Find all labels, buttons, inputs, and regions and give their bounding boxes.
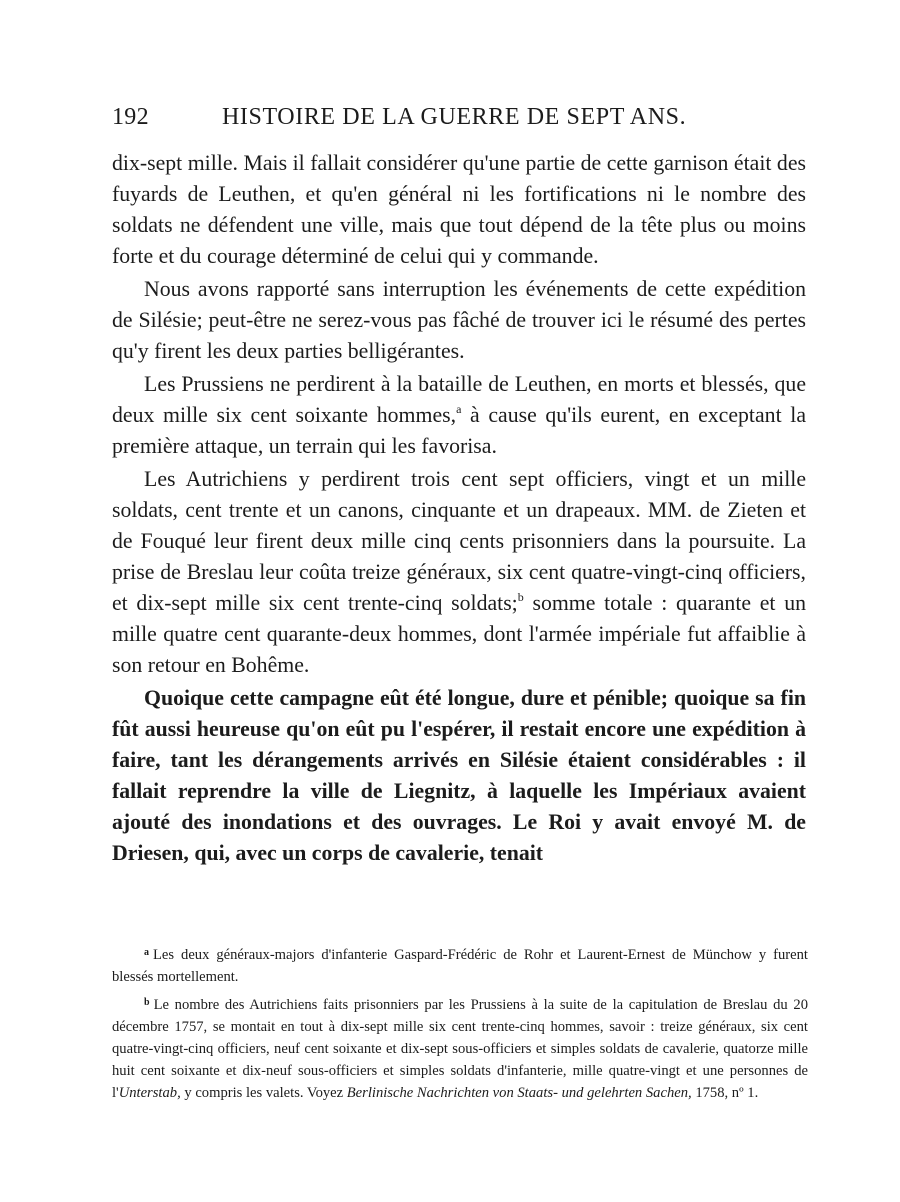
footnote-a (112, 942, 808, 988)
footnote-b-unterstab: Unterstab, (118, 1085, 181, 1101)
paragraph-4-text-b: somme totale : quarante et un mille quatre cent quarante-deux hommes, dont l'armée impériale fut affaiblie à son retour en Bohême. (112, 591, 806, 677)
running-header (112, 104, 804, 136)
paragraph-4 (112, 464, 806, 681)
paragraph-2: Nous avons rapporté sans interruption les événements de cette expédition de Silésie; peut-être ne serez-vous pas fâché de trouver ici le résumé des pertes qu'y firent les deux parties belligérantes. (112, 277, 806, 363)
footnote-b-source: Berlinische Nachrichten von Staats- und gelehrten Sachen, (346, 1085, 692, 1101)
page-number: 192 (112, 104, 149, 130)
footnote-a-text: Les deux généraux-majors d'infanterie Gaspard-Frédéric de Rohr et Laurent-Ernest de Münchow y furent blessés mortellement. (112, 947, 808, 985)
paragraph-1: dix-sept mille. Mais il fallait considérer qu'une partie de cette garnison était des fuyards de Leuthen, et qu'en général ni les fortifications ni le nombre des soldats ne défendent une ville, mais que tout dépend de la tête plus ou moins forte et du courage déterminé de celui qui y commande. (112, 151, 806, 268)
footnote-b-marker: b (144, 997, 150, 1008)
paragraph-3 (112, 369, 806, 462)
footnote-b (112, 992, 808, 1104)
footnotes (112, 942, 808, 1108)
footnote-b-text-1: Le nombre des Autrichiens faits prisonniers par les Prussiens à la suite de la capitulation de Breslau du 20 décembre 1757, se montait en tout à dix-sept mille six cent trente-cinq hommes, savoir : treize généraux, six cent quatre-vingt-cinq officiers, neuf cent soixante et dix-sept sous-officiers et simples soldats de cavalerie, quatorze mille huit cent soixante et dix-neuf sous-officiers et simples soldats d'infanterie, mille quatre-vingt et une personnes de l' (112, 997, 808, 1101)
footnote-ref-a: a (456, 402, 462, 416)
footnote-a-marker: a (144, 947, 149, 958)
paragraph-3-text-a: Les Prussiens ne perdirent à la bataille de Leuthen, en morts et blessés, que deux mille six cent soixante hommes, (112, 372, 806, 427)
running-title: HISTOIRE DE LA GUERRE DE SEPT ANS. (222, 104, 687, 130)
main-text (112, 148, 806, 869)
paragraph-3-text-b: à cause qu'ils eurent, en exceptant la première attaque, un terrain qui les favorisa. (112, 403, 806, 458)
footnote-b-text-3: 1758, nº 1. (691, 1085, 759, 1101)
paragraph-5: Quoique cette campagne eût été longue, dure et pénible; quoique sa fin fût aussi heureuse qu'on eût pu l'espérer, il restait encore une expédition à faire, tant les dérangements arrivés en Silésie étaient considérables : il fallait reprendre la ville de Liegnitz, à laquelle les Impériaux avaient ajouté des inondations et des ouvrages. Le Roi y avait envoyé M. de Driesen, qui, avec un corps de cavalerie, tenait (112, 686, 806, 865)
footnote-b-text-2: y compris les valets. Voyez (180, 1085, 347, 1101)
paragraph-4-text-a: Les Autrichiens y perdirent trois cent sept officiers, vingt et un mille soldats, cent trente et un canons, cinquante et un drapeaux. MM. de Zieten et de Fouqué leur firent deux mille cinq cents prisonniers dans la poursuite. La prise de Breslau leur coûta treize généraux, six cent quatre-vingt-cinq officiers, et dix-sept mille six cent trente-cinq soldats; (112, 467, 806, 615)
footnote-ref-b: b (517, 590, 524, 604)
